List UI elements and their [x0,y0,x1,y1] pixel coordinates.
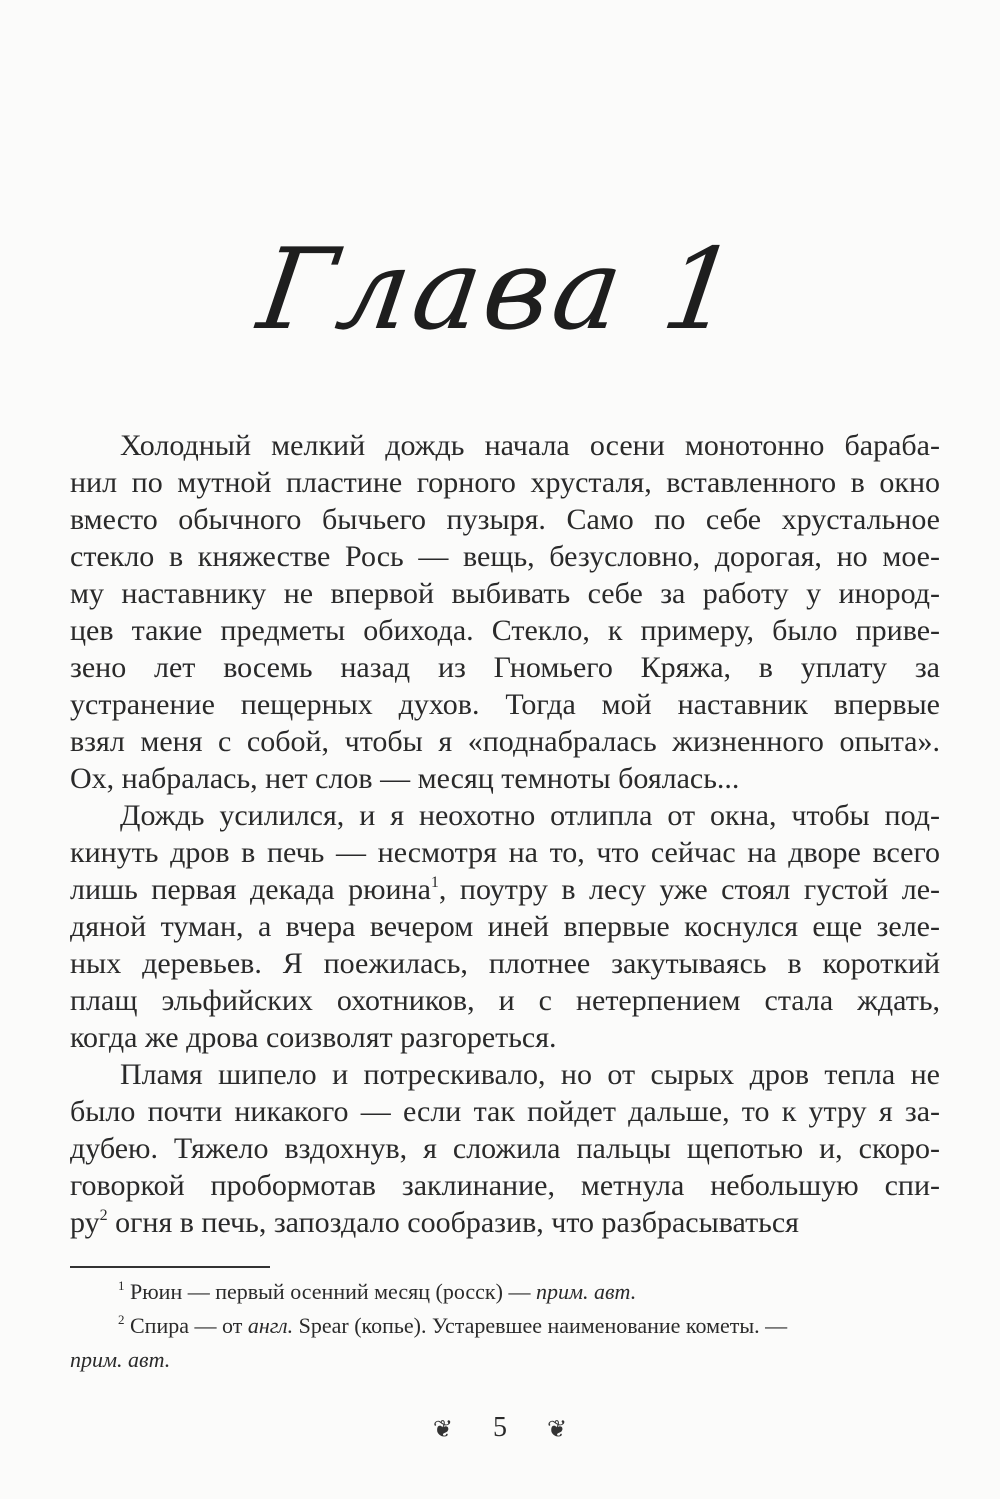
footnotes [70,1275,940,1377]
line-text: плащ эльфийских охотников, и с нетерпением стала ждать, [70,984,940,1017]
floral-ornament-icon: ❦ [432,1417,453,1444]
text-line [70,1019,940,1056]
text-line [70,982,940,1019]
footnote-mark: 1 [118,1278,125,1293]
line-text: когда же дрова соизволят разгореться. [70,1021,557,1054]
text-line [70,723,940,760]
line-text: , поутру в лесу уже стоял густой ле- [438,873,940,906]
line-text: говоркой пробормотав заклинание, метнула небольшую спи- [70,1169,940,1202]
footnote-text: Spear (копье). Устаревшее наименование кометы. — [293,1313,788,1338]
text-line [70,760,940,797]
floral-ornament-icon: ❦ [547,1417,568,1444]
footnote-mark: 2 [118,1312,125,1327]
line-text: зено лет восемь назад из Гномьего Кряжа, в уплату за [70,651,940,684]
line-text: му наставнику не впервой выбивать себе за работу у инород- [70,577,940,610]
line-text: вместо обычного бычьего пузыря. Само по себе хрустальное [70,503,940,536]
line-text: взял меня с собой, чтобы я «поднабралась жизненного опыта». [70,725,940,758]
line-text: Дождь усилился, и я неохотно отлипла от окна, чтобы под- [120,799,940,832]
text-line [70,575,940,612]
line-text: Пламя шипело и потрескивало, но от сырых дров тепла не [120,1058,940,1091]
line-text: дяной туман, а вчера вечером иней впервые коснулся еще зеле- [70,910,940,943]
text-line [70,538,940,575]
text-line [70,834,940,871]
text-line [70,464,940,501]
footnote-attribution: прим. авт. [535,1279,637,1304]
text-line [70,686,940,723]
footnote-2-continued [70,1343,940,1377]
footnote-text: Спира — от [130,1313,248,1338]
line-text: Ох, набралась, нет слов — месяц темноты боялась... [70,762,740,795]
page-footer [0,1412,1000,1444]
footnote-reference: 2 [99,1207,108,1224]
line-text: было почти никакого — если так пойдет дальше, то к утру я за- [70,1095,940,1128]
text-line [70,871,940,908]
body-text [70,427,940,1241]
footnote-2 [70,1309,940,1343]
footnote-italic: англ. [247,1313,294,1338]
line-text: лишь первая декада рюина [70,873,431,906]
chapter-title: Глава 1 [251,225,749,355]
paragraph [70,1056,940,1241]
text-line [70,1167,940,1204]
text-line [70,1204,940,1241]
text-line [70,1093,940,1130]
text-line [70,1130,940,1167]
line-text: кинуть дров в печь — несмотря на то, что сейчас на дворе всего [70,836,940,869]
line-text: дубею. Тяжело вздохнув, я сложила пальцы щепотью и, скоро- [70,1132,940,1165]
footnote-text: Рюин — первый осенний месяц (росск) — [130,1279,536,1304]
text-line [70,649,940,686]
paragraph [70,427,940,797]
footnote-separator [70,1266,270,1268]
line-text: огня в печь, запоздало сообразив, что разбрасываться [107,1206,799,1239]
footnote-attribution: прим. авт. [70,1347,171,1372]
line-text: цев такие предметы обихода. Стекло, к примеру, было приве- [70,614,940,647]
line-text: устранение пещерных духов. Тогда мой наставник впервые [70,688,940,721]
footnote-reference: 1 [430,874,439,891]
text-line [70,945,940,982]
paragraph [70,797,940,1056]
line-text: стекло в княжестве Рось — вещь, безусловно, дорогая, но мое- [70,540,940,573]
text-line [70,612,940,649]
footnote-1 [70,1275,940,1309]
line-text: Холодный мелкий дождь начала осени монотонно бараба- [120,429,940,462]
text-line [70,501,940,538]
text-line [70,1056,940,1093]
text-line [70,908,940,945]
line-text: ру [70,1206,100,1239]
line-text: ных деревьев. Я поежилась, плотнее закутываясь в короткий [70,947,940,980]
line-text: нил по мутной пластине горного хрусталя, вставленного в окно [70,466,940,499]
text-line [70,797,940,834]
page-number: 5 [493,1412,507,1443]
text-line [70,427,940,464]
